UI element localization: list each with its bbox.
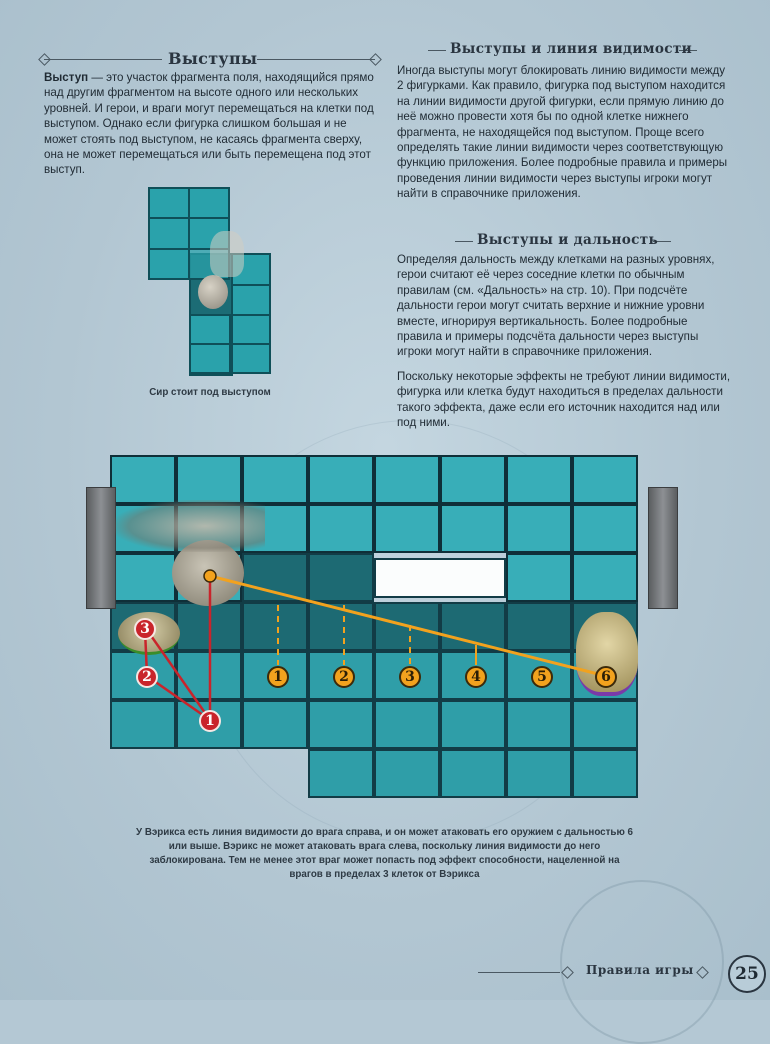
diagram-caption: Сир стоит под выступом (149, 387, 271, 398)
range-body-text-2: Поскольку некоторые эффекты не требуют линии видимости, фигурка или клетка будут находиться в пределах дальности такого эффекта, даже если его источник находится над или под ними. (397, 370, 731, 430)
footer-rule (478, 972, 560, 973)
section-title-range: Выступы и дальность (477, 232, 658, 248)
red-marker-1: 1 (199, 710, 221, 732)
range-marker-2: 2 (333, 666, 355, 688)
board-caption: У Вэрикса есть линия видимости до врага справа, и он может атаковать его оружием с дальностью 6 или выше. Вэрикс не может атаковать врага слева, поскольку линия видимости до него заблокирована. Тем не менее этот враг может попасть под эффект способности, нацеленной на врагов в пределах 3 клеток от Вэрикса (136, 827, 633, 880)
range-marker-3: 3 (399, 666, 421, 688)
range-marker-5: 5 (531, 666, 553, 688)
range-body-text-1: Определяя дальность между клетками на разных уровнях, герои считают её через соседние клетки по обычным правилам (см. «Дальность» на стр. 10). При подсчёте дальности герои могут считать верхние и нижние уровни вместе, игнорируя вертикальность. Более подробные правила и примеры подсчёта дальности через выступы игроки могут найти в справочнике приложения. (397, 253, 715, 359)
section-title-ledges: Выступы (168, 49, 258, 68)
red-marker-3: 3 (134, 618, 156, 640)
section-title-los: Выступы и линия видимости (450, 41, 692, 57)
los-origin-dot (204, 570, 216, 582)
ledge-definition-body: — это участок фрагмента поля, находящийся прямо над другим фрагментом на высоте одного или нескольких уровней. И герои, и враги могут перемещаться на клетки под выступом. Однако если фигурка слишком большая и не может стоять под выступом, не касаясь фрагмента сверху, она не может перемещаться или быть перемещена под этот выступ. (44, 71, 374, 177)
range-marker-1: 1 (267, 666, 289, 688)
range-marker-4: 4 (465, 666, 487, 688)
page-number: 25 (728, 955, 766, 993)
red-marker-2: 2 (136, 666, 158, 688)
ledge-term: Выступ (44, 71, 89, 84)
range-marker-6: 6 (595, 666, 617, 688)
los-body-text: Иногда выступы могут блокировать линию видимости между 2 фигурками. Как правило, фигурка под выступом находится на линии видимости другой фигурки, если прямую линию до неё можно провести хотя бы по одной клетке нижнего фрагмента, не находящейся под выступом. Проще всего определять такие линии видимости через соответствующую функцию приложения. Более подробные правила и примеры проведения линии видимости через выступы игроки могут найти в справочнике приложения. (397, 64, 728, 201)
footer-section-label: Правила игры (586, 963, 694, 977)
los-line (210, 576, 606, 676)
